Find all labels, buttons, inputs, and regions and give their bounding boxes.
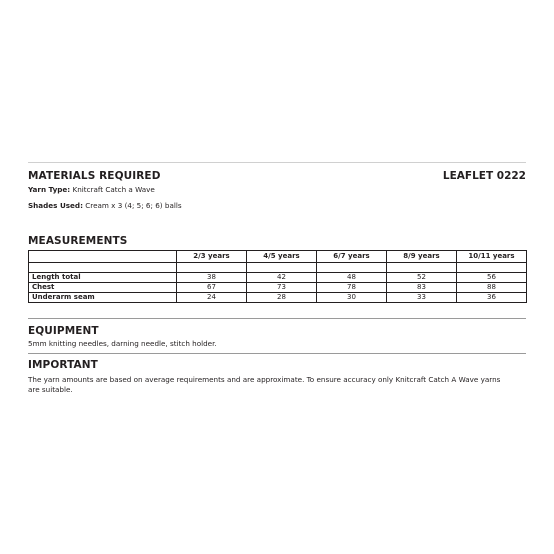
column-header: 6/7 years <box>317 251 387 263</box>
table-cell: 73 <box>247 283 317 293</box>
yarn-type-label: Yarn Type: <box>28 185 71 194</box>
column-header: 2/3 years <box>177 251 247 263</box>
important-line: The yarn amounts are based on average requirements and are approximate. To ensure accuracy only Knitcraft Catch A Wave yarns <box>28 375 501 384</box>
equipment-text: 5mm knitting needles, darning needle, stitch holder. <box>28 339 217 348</box>
measurements-table <box>28 250 527 303</box>
important-divider <box>28 353 526 354</box>
table-cell: 78 <box>317 283 387 293</box>
table-header-row <box>29 251 527 263</box>
table-cell: 33 <box>387 293 457 303</box>
table-cell: 38 <box>177 273 247 283</box>
table-row <box>29 283 527 293</box>
shades-value: Cream x 3 (4; 5; 6; 6) balls <box>85 201 182 210</box>
column-header: 4/5 years <box>247 251 317 263</box>
table-cell: 52 <box>387 273 457 283</box>
table-cell: 48 <box>317 273 387 283</box>
shades-label: Shades Used: <box>28 201 83 210</box>
important-heading: IMPORTANT <box>28 359 98 371</box>
table-spacer-row <box>29 263 527 273</box>
column-header: 8/9 years <box>387 251 457 263</box>
table-cell: 24 <box>177 293 247 303</box>
table-cell: 30 <box>317 293 387 303</box>
equipment-divider <box>28 318 526 319</box>
column-header: 10/11 years <box>457 251 527 263</box>
column-header <box>29 251 177 263</box>
top-divider <box>28 162 526 163</box>
leaflet-number: LEAFLET 0222 <box>442 170 526 182</box>
important-text <box>28 375 526 395</box>
row-label: Chest <box>29 283 177 293</box>
yarn-type-value: Knitcraft Catch a Wave <box>72 185 155 194</box>
table-cell: 88 <box>457 283 527 293</box>
table-row <box>29 293 527 303</box>
table-cell: 83 <box>387 283 457 293</box>
equipment-heading: EQUIPMENT <box>28 325 99 337</box>
table-cell: 56 <box>457 273 527 283</box>
shades-line <box>28 201 182 210</box>
yarn-type-line <box>28 185 155 194</box>
measurements-heading: MEASUREMENTS <box>28 235 128 247</box>
row-label: Underarm seam <box>29 293 177 303</box>
table-cell: 28 <box>247 293 317 303</box>
table-cell: 36 <box>457 293 527 303</box>
row-label: Length total <box>29 273 177 283</box>
table-cell: 67 <box>177 283 247 293</box>
table-row <box>29 273 527 283</box>
table-cell: 42 <box>247 273 317 283</box>
materials-heading: MATERIALS REQUIRED <box>28 170 161 182</box>
important-line: are suitable. <box>28 385 73 394</box>
